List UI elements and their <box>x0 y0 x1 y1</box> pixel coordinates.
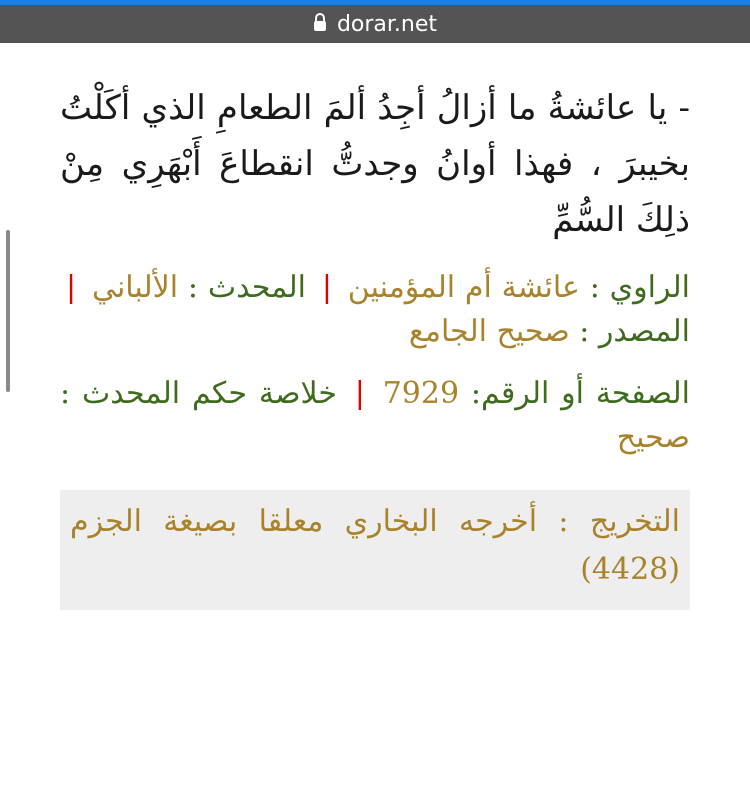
takhrij-text: أخرجه البخاري معلقا بصيغة الجزم (4428) <box>70 504 680 587</box>
hadith-card <box>60 80 690 610</box>
ruling-label: خلاصة حكم المحدث : <box>60 376 337 411</box>
source-label: المصدر : <box>579 314 690 349</box>
separator: | <box>66 270 77 305</box>
takhrij-box <box>60 490 690 610</box>
muhaddith-label: المحدث : <box>187 270 307 305</box>
narrator-value[interactable]: عائشة أم المؤمنين <box>347 270 580 305</box>
source-value[interactable]: صحيح الجامع <box>408 314 570 349</box>
narrator-line <box>60 266 690 354</box>
hadith-text: - يا عائشةُ ما أزالُ أجِدُ ألمَ الطعامِ الذي أكَلْتُ بخيبرَ ، فهذا أوانُ وجدتُّ انقطاعَ أَبْهَرِي مِنْ ذلِكَ السُّمِّ <box>60 88 690 240</box>
muhaddith-value[interactable]: الألباني <box>91 270 179 305</box>
page-ruling-line <box>60 372 690 460</box>
lock-icon <box>313 12 327 37</box>
ruling-value: صحيح <box>616 420 690 455</box>
scrollbar[interactable] <box>6 230 10 392</box>
address-bar[interactable] <box>0 5 750 43</box>
takhrij-label: التخريج : <box>558 504 680 539</box>
page-value: 7929 <box>382 376 460 411</box>
narrator-label: الراوي : <box>589 270 690 305</box>
page-label: الصفحة أو الرقم: <box>470 376 690 411</box>
separator: | <box>321 270 332 305</box>
separator: | <box>354 376 365 411</box>
url-text: dorar.net <box>336 11 438 37</box>
